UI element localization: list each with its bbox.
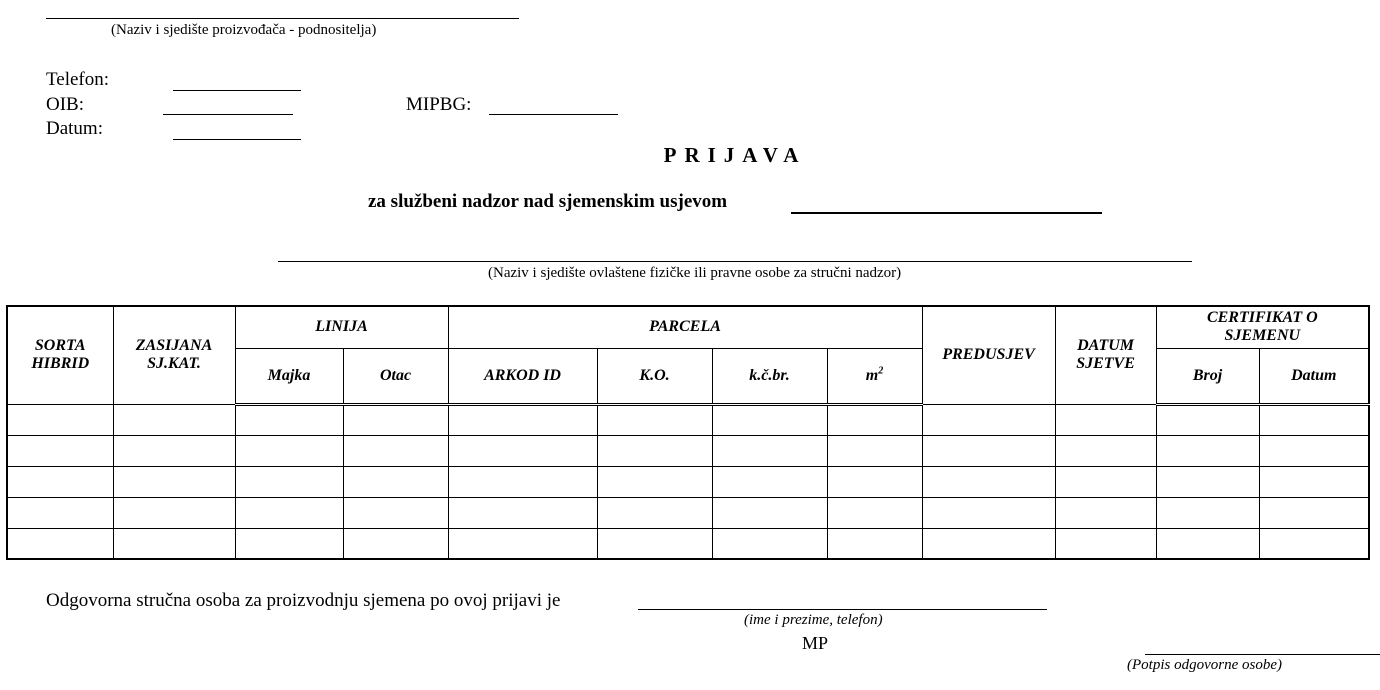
header-otac: Otac <box>343 348 448 404</box>
table-cell[interactable] <box>7 404 113 435</box>
table-cell[interactable] <box>7 528 113 559</box>
telefon-label: Telefon: <box>46 69 110 90</box>
table-cell[interactable] <box>235 497 343 528</box>
header-kcbr: k.č.br. <box>712 348 827 404</box>
table-cell[interactable] <box>597 497 712 528</box>
organisation-name-line[interactable] <box>278 261 1192 262</box>
datum-field[interactable] <box>173 139 301 140</box>
header-datum: Datum <box>1259 348 1369 404</box>
table-cell[interactable] <box>1055 466 1156 497</box>
table-cell[interactable] <box>113 497 235 528</box>
table-cell[interactable] <box>1055 528 1156 559</box>
signature-caption: (Potpis odgovorne osobe) <box>1127 657 1282 673</box>
table-cell[interactable] <box>448 528 597 559</box>
form-title: PRIJAVA <box>663 143 807 167</box>
table-cell[interactable] <box>712 404 827 435</box>
mp-stamp-label: MP <box>802 633 829 653</box>
header-certifikat: CERTIFIKAT O SJEMENU <box>1156 306 1369 348</box>
producer-name-line[interactable] <box>46 18 519 19</box>
header-predusjev: PREDUSJEV <box>922 306 1055 404</box>
producer-caption: (Naziv i sjedište proizvođača - podnositelja) <box>111 22 377 38</box>
table-row <box>7 528 1369 559</box>
table-cell[interactable] <box>113 528 235 559</box>
table-cell[interactable] <box>343 497 448 528</box>
table-row <box>7 435 1369 466</box>
table-cell[interactable] <box>1156 435 1259 466</box>
table-cell[interactable] <box>448 435 597 466</box>
table-cell[interactable] <box>448 404 597 435</box>
table-cell[interactable] <box>712 466 827 497</box>
table-cell[interactable] <box>712 528 827 559</box>
header-sorta-hibrid: SORTA HIBRID <box>7 306 113 404</box>
table-cell[interactable] <box>597 435 712 466</box>
oib-field[interactable] <box>163 114 293 115</box>
table-row <box>7 466 1369 497</box>
table-cell[interactable] <box>343 466 448 497</box>
table-cell[interactable] <box>1259 466 1369 497</box>
table-cell[interactable] <box>7 466 113 497</box>
header-ko: K.O. <box>597 348 712 404</box>
table-cell[interactable] <box>1156 497 1259 528</box>
header-datum-sjetve: DATUM SJETVE <box>1055 306 1156 404</box>
table-cell[interactable] <box>922 466 1055 497</box>
table-cell[interactable] <box>922 497 1055 528</box>
table-cell[interactable] <box>343 435 448 466</box>
table-cell[interactable] <box>712 435 827 466</box>
header-majka: Majka <box>235 348 343 404</box>
name-phone-caption: (ime i prezime, telefon) <box>744 612 883 628</box>
header-parcela: PARCELA <box>448 306 922 348</box>
table-cell[interactable] <box>1259 528 1369 559</box>
table-cell[interactable] <box>7 497 113 528</box>
table-cell[interactable] <box>827 404 922 435</box>
table-cell[interactable] <box>597 404 712 435</box>
table-cell[interactable] <box>597 528 712 559</box>
table-cell[interactable] <box>1156 528 1259 559</box>
table-cell[interactable] <box>235 528 343 559</box>
table-cell[interactable] <box>1055 404 1156 435</box>
table-cell[interactable] <box>1259 497 1369 528</box>
header-m2-exponent: 2 <box>878 365 884 377</box>
form-subtitle: za službeni nadzor nad sjemenskim usjevom <box>368 191 728 212</box>
table-cell[interactable] <box>827 466 922 497</box>
crop-field[interactable] <box>791 212 1102 214</box>
table-row <box>7 497 1369 528</box>
table-cell[interactable] <box>235 466 343 497</box>
supervision-table <box>6 305 1370 560</box>
table-cell[interactable] <box>922 528 1055 559</box>
mipbg-label: MIPBG: <box>406 94 472 115</box>
telefon-field[interactable] <box>173 90 301 91</box>
header-broj: Broj <box>1156 348 1259 404</box>
table-cell[interactable] <box>113 435 235 466</box>
table-cell[interactable] <box>113 404 235 435</box>
table-cell[interactable] <box>922 404 1055 435</box>
table-cell[interactable] <box>922 435 1055 466</box>
table-row <box>7 404 1369 435</box>
table-cell[interactable] <box>1055 497 1156 528</box>
table-cell[interactable] <box>827 528 922 559</box>
table-cell[interactable] <box>712 497 827 528</box>
header-zasijana-sj-kat: ZASIJANA SJ.KAT. <box>113 306 235 404</box>
header-arkod-id: ARKOD ID <box>448 348 597 404</box>
table-cell[interactable] <box>235 404 343 435</box>
table-cell[interactable] <box>113 466 235 497</box>
header-m2 <box>827 348 922 404</box>
table-cell[interactable] <box>827 435 922 466</box>
responsible-person-field[interactable] <box>638 609 1047 610</box>
table-cell[interactable] <box>597 466 712 497</box>
table-cell[interactable] <box>343 404 448 435</box>
mipbg-field[interactable] <box>489 114 618 115</box>
header-m2-base: m <box>865 366 879 384</box>
table-cell[interactable] <box>343 528 448 559</box>
oib-label: OIB: <box>46 94 84 115</box>
table-cell[interactable] <box>1259 435 1369 466</box>
table-cell[interactable] <box>7 435 113 466</box>
table-cell[interactable] <box>1156 466 1259 497</box>
responsible-person-text: Odgovorna stručna osoba za proizvodnju sjemena po ovoj prijavi je <box>46 590 561 611</box>
table-cell[interactable] <box>1259 404 1369 435</box>
signature-line[interactable] <box>1145 654 1380 655</box>
table-cell[interactable] <box>448 466 597 497</box>
table-cell[interactable] <box>448 497 597 528</box>
table-cell[interactable] <box>235 435 343 466</box>
table-cell[interactable] <box>827 497 922 528</box>
datum-label: Datum: <box>46 118 103 139</box>
table-cell[interactable] <box>1055 435 1156 466</box>
organisation-caption: (Naziv i sjedište ovlaštene fizičke ili pravne osobe za stručni nadzor) <box>488 265 902 281</box>
table-cell[interactable] <box>1156 404 1259 435</box>
header-linija: LINIJA <box>235 306 448 348</box>
